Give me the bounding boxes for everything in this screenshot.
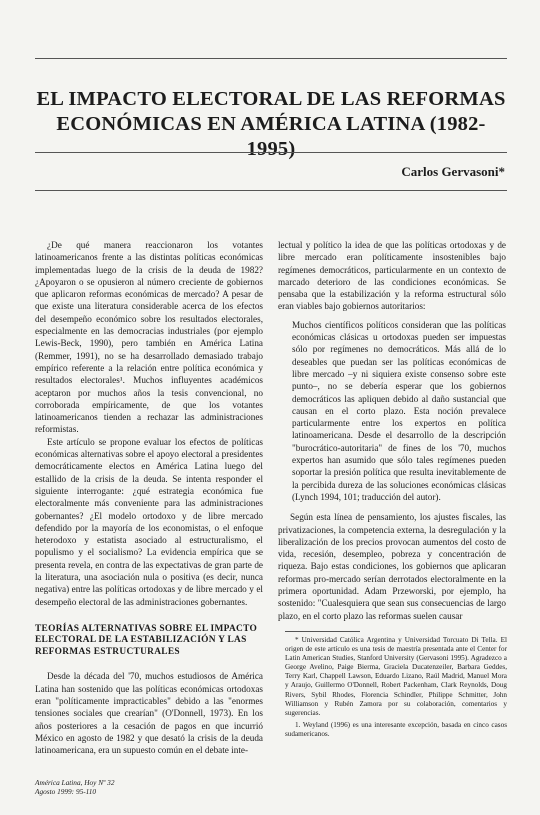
footnote-rule bbox=[285, 631, 360, 632]
title-line-2: ECONÓMICAS EN AMÉRICA LATINA (1982-1995) bbox=[56, 113, 486, 160]
title-line-1: EL IMPACTO ELECTORAL DE LAS REFORMAS bbox=[36, 88, 506, 110]
argument-paragraph: Según esta línea de pensamiento, los ajustes fiscales, las privatizaciones, la competencia externa, la desregulación y la liberalización de los precios provocan aumentos del costo de vida, recesión, desempleo, pobreza y concentración de riqueza. Bajo estas condiciones, los gobiernos que aplicaran reformas pro-mercado serían derrotados electoralmente en la primera oportunidad. Adam Przeworski, por ejemplo, ha sostenido: "Cualesquiera que sean sus consecuencias de largo plazo, en el corto plazo las reformas suelen causar bbox=[278, 512, 506, 621]
right-column bbox=[278, 239, 506, 622]
author-rule bbox=[35, 190, 507, 191]
title-rule bbox=[35, 152, 507, 153]
author-name: Carlos Gervasoni* bbox=[401, 164, 505, 179]
section-heading: TEORÍAS ALTERNATIVAS SOBRE EL IMPACTO ELECTORAL DE LA ESTABILIZACIÓN Y LAS REFORMAS ESTRUCTURALES bbox=[35, 623, 258, 657]
section-paragraph: Desde la década del '70, muchos estudiosos de América Latina han sostenido que las políticas económicas ortodoxas eran "políticamente impracticables" debido a las "enormes tensiones sociales que crearían" (O'Donnell, 1973). En los años posteriores a la cesación de pagos en que incurrió México en agosto de 1982 y que desató la crisis de la deuda latinoamericana, era un supuesto común en el debate inte- bbox=[35, 671, 263, 756]
journal-line-1: América Latina, Hoy Nº 32 bbox=[35, 778, 115, 787]
footnote-affiliation: * Universidad Católica Argentina y Universidad Torcuato Di Tella. El origen de este artículo es una tesis de maestría presentada ante el Center for Latin American Studies, Stanford University (Gervasoni 1995). Agradezco a George Avelino, Paige Bierma, Graciela Ducatenzeiler, Barbara Geddes, Terry Karl, Chappell Lawson, Eduardo Lizano, Raúl Madrid, Manuel Mora y Araujo, Guillermo O'Donnell, Robert Packenham, Clark Reynolds, Doug Rivers, Sybil Rhodes, Florencia Schindler, Philippe Schmitter, John Williamson y Rubén Zamora por su colaboración, comentarios y sugerencias. bbox=[285, 636, 507, 717]
intro-paragraph: ¿De qué manera reaccionaron los votantes latinoamericanos frente a las distintas políticas económicas implementadas luego de la crisis de la deuda de 1982? ¿Apoyaron o se opusieron al número creciente de gobiernos que aplicaron reformas económicas de mercado? A pesar de que existe una literatura considerable acerca de los efectos del desempeño económico sobre los resultados electorales, especialmente en las democracias industriales (por ejemplo Lewis-Beck, 1990), pero también en América Latina (Remmer, 1991), no se ha desarrollado demasiado trabajo empírico referente a la relación entre política económica y resultados electorales¹. Muchos influyentes académicos aceptaron por muchos años la tesis convencional, no corroborada empíricamente, de que los votantes latinoamericanos tienden a rechazar las administraciones reformistas. bbox=[35, 240, 263, 435]
journal-line-2: Agosto 1999: 95-110 bbox=[35, 787, 97, 796]
left-column bbox=[35, 239, 263, 756]
footnote-1: 1. Weyland (1996) es una interesante excepción, basada en cinco casos sudamericanos. bbox=[285, 720, 507, 738]
journal-citation bbox=[35, 778, 114, 796]
article-title bbox=[35, 87, 507, 162]
footnotes bbox=[285, 636, 507, 742]
continued-paragraph: lectual y político la idea de que las políticas ortodoxas y de libre mercado eran políticamente insostenibles bajo regímenes democráticos, particularmente en un contexto de marcado deterioro de las condiciones económicas. Se pensaba que la estabilización y la reforma estructural sólo eran viables bajo gobiernos autoritarios: bbox=[278, 240, 506, 312]
objective-paragraph: Este artículo se propone evaluar los efectos de políticas económicas alternativas sobre el apoyo electoral a presidentes democráticamente electos en América Latina luego del estallido de la crisis de la deuda. Se intenta responder el siguiente interrogante: ¿qué estrategia económica fue electoralmente más conveniente para las administraciones gobernantes? ¿El modelo ortodoxo y de libre mercado defendido por la mayoría de los economistas, o el enfoque heterodoxo y estatista asociado al estructuralismo, el populismo y el socialismo? La evidencia empírica que se presenta revela, en contra de las expectativas de gran parte de la literatura, una asociación nula o positiva (es decir, nunca negativa) entre las políticas ortodoxas y de libre mercado y el desempeño electoral de las administraciones gobernantes. bbox=[35, 436, 263, 607]
top-rule bbox=[35, 58, 507, 59]
block-quote: Muchos científicos políticos consideran que las políticas económicas clásicas u ortodoxas pueden ser impuestas sólo por regímenes no democráticos. Más allá de lo deseables que puedan ser las políticas económicas de libre mercado –y ni siquiera existe consenso sobre este punto–, no se debería esperar que los gobiernos democráticos las apliquen debido al daño sustancial que causan en el corto plazo. Esta noción prevalece particularmente entre los expertos en política latinoamericana. Desde el desarrollo de la descripción "burocrático-autoritaria" de fines de los '70, muchos expertos han asumido que sólo tales regímenes pueden soportar la presión política que resulta inevitablemente de la percibida dureza de las soluciones económicas clásicas (Lynch 1994, 101; traducción del autor). bbox=[292, 319, 506, 502]
